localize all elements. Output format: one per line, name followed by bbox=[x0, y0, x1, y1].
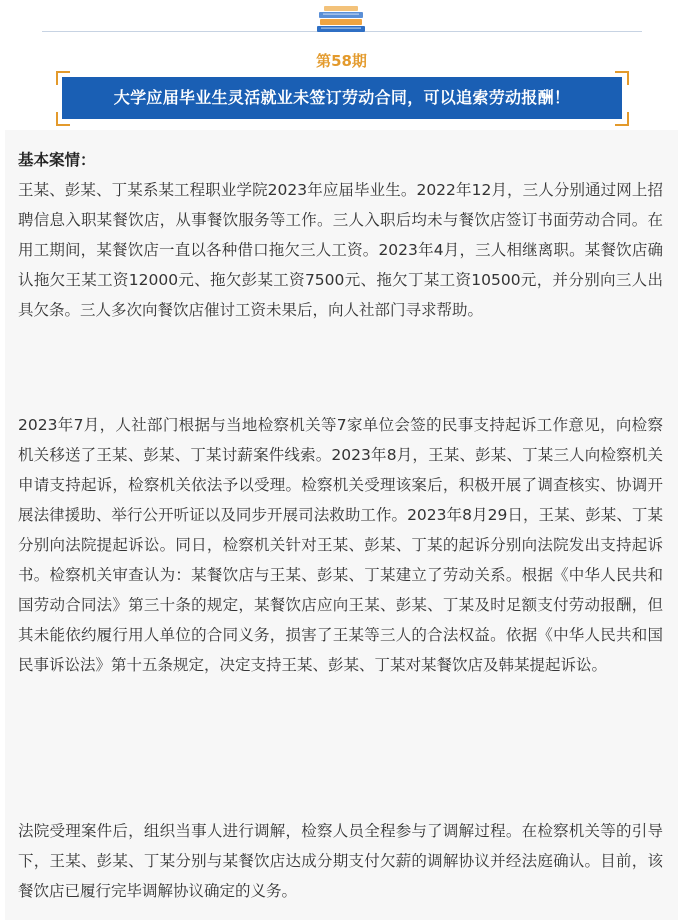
stacked-books-icon bbox=[311, 5, 371, 33]
issue-number: 第58期 bbox=[316, 52, 367, 70]
case-paragraph-2: 2023年7月，人社部门根据与当地检察机关等7家单位会签的民事支持起诉工作意见，向检察机关移送了王某、彭某、丁某讨薪案件线索。2023年8月，王某、彭某、丁某三人向检察机关申请支持起诉，检察机关依法予以受理。检察机关受理该案后，积极开展了调查核实、协调开展法律援助、举行公开听证以及同步开展司法救助工作。2023年8月29日，王某、彭某、丁某分别向法院提起诉讼。同日，检察机关针对王某、彭某、丁某的起诉分别向法院发出支持起诉书。检察机关审查认为：某餐饮店与王某、彭某、丁某建立了劳动关系。根据《中华人民共和国劳动合同法》第三十条的规定，某餐饮店应向王某、彭某、丁某及时足额支付劳动报酬，但其未能依约履行用人单位的合同义务，损害了王某等三人的合法权益。依据《中华人民共和国民事诉讼法》第十五条规定，决定支持王某、彭某、丁某对某餐饮店及韩某提起诉讼。 bbox=[18, 416, 663, 674]
article-title-banner: 大学应届毕业生灵活就业未签订劳动合同，可以追索劳动报酬！ bbox=[62, 77, 622, 119]
case-paragraph-1: 王某、彭某、丁某系某工程职业学院2023年应届毕业生。2022年12月，三人分别通过网上招聘信息入职某餐饮店，从事餐饮服务等工作。三人入职后均未与餐饮店签订书面劳动合同。在用工期间，某餐饮店一直以各种借口拖欠三人工资。2023年4月，三人相继离职。某餐饮店确认拖欠王某工资12000元、拖欠彭某工资7500元、拖欠丁某工资10500元，并分别向三人出具欠条。三人多次向餐饮店催讨工资未果后，向人社部门寻求帮助。 bbox=[18, 181, 663, 319]
section-label-basic-facts: 基本案情： bbox=[18, 151, 96, 169]
case-paragraph-3: 法院受理案件后，组织当事人进行调解，检察人员全程参与了调解过程。在检察机关等的引导下，王某、彭某、丁某分别与某餐饮店达成分期支付欠薪的调解协议并经法庭确认。目前，该餐饮店已履行完毕调解协议确定的义务。 bbox=[18, 822, 663, 900]
